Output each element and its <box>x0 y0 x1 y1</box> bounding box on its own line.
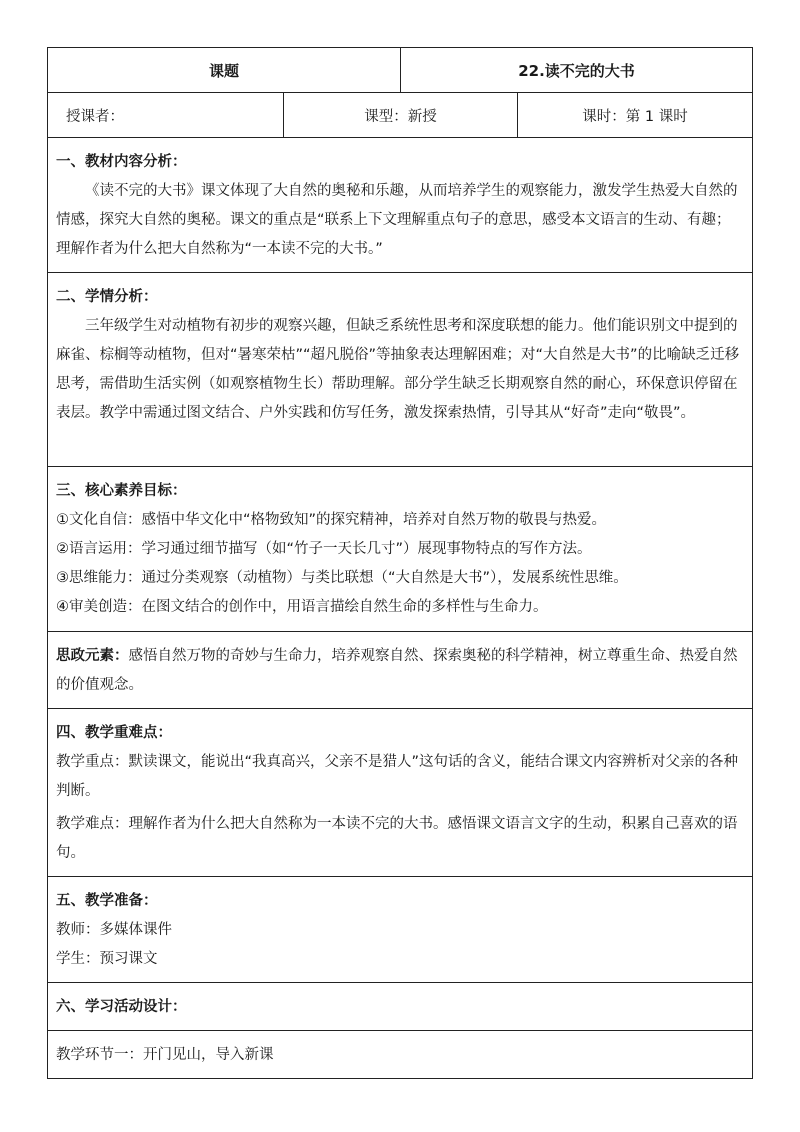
step1-cell <box>48 1031 753 1079</box>
students-cell <box>48 273 753 467</box>
activities-row <box>48 983 753 1031</box>
lesson-plan-page <box>47 47 752 1079</box>
lesson-time: 课时：第 1 课时 <box>582 108 688 125</box>
materials-heading: 一、教材内容分析： <box>56 154 187 170</box>
students-row <box>48 273 753 467</box>
lesson-plan-table <box>47 47 753 1079</box>
step1-row <box>48 1031 753 1079</box>
lesson-time-cell <box>518 93 753 138</box>
preparation-student: 学生：预习课文 <box>56 951 158 967</box>
teacher-cell <box>48 93 284 138</box>
subject-value-cell <box>401 48 753 93</box>
subject-label-cell <box>48 48 401 93</box>
ideology-row <box>48 632 753 709</box>
lesson-type: 课型：新授 <box>364 108 437 125</box>
header-row <box>48 48 753 93</box>
ideology-label: 思政元素： <box>56 648 129 664</box>
subject-value: 22.读不完的大书 <box>518 61 635 80</box>
meta-row <box>48 93 753 138</box>
preparation-heading: 五、教学准备： <box>56 893 158 909</box>
step1-text: 教学环节一：开门见山，导入新课 <box>56 1047 274 1063</box>
ideology-body: 感悟自然万物的奇妙与生命力，培养观察自然、探索奥秘的科学精神，树立尊重生命、热爱自然的价值观念。 <box>56 648 738 693</box>
key-points-heading: 四、教学重难点： <box>56 725 172 741</box>
goal-item: ③思维能力：通过分类观察（动植物）与类比联想（“大自然是大书”），发展系统性思维。 <box>56 570 628 586</box>
goals-heading: 三、核心素养目标： <box>56 483 187 499</box>
students-heading: 二、学情分析： <box>56 289 158 305</box>
materials-cell <box>48 138 753 273</box>
key-points-row <box>48 709 753 877</box>
preparation-cell <box>48 877 753 983</box>
preparation-teacher: 教师：多媒体课件 <box>56 922 172 938</box>
students-body: 三年级学生对动植物有初步的观察兴趣，但缺乏系统性思考和深度联想的能力。他们能识别文中提到的麻雀、棕榈等动植物，但对“暑寒荣枯”“超凡脱俗”等抽象表达理解困难；对“大自然是大书”的比喻缺乏迁移思考，需借助生活实例（如观察植物生长）帮助理解。部分学生缺乏长期观察自然的耐心，环保意识停留在表层。教学中需通过图文结合、户外实践和仿写任务，激发探索热情，引导其从“好奇”走向“敬畏”。 <box>56 318 740 421</box>
key-points-cell <box>48 709 753 877</box>
key-point-text: 教学重点：默读课文，能说出“我真高兴，父亲不是猎人”这句话的含义，能结合课文内容辨析对父亲的各种判断。 <box>56 754 739 799</box>
materials-row <box>48 138 753 273</box>
activities-cell <box>48 983 753 1031</box>
activities-heading: 六、学习活动设计： <box>56 999 187 1015</box>
subject-label: 课题 <box>209 61 240 80</box>
preparation-row <box>48 877 753 983</box>
materials-body: 《读不完的大书》课文体现了大自然的奥秘和乐趣，从而培养学生的观察能力，激发学生热爱大自然的情感，探究大自然的奥秘。课文的重点是“联系上下文理解重点句子的意思，感受本文语言的生动、有趣；理解作者为什么把大自然称为“一本读不完的大书。” <box>56 183 738 257</box>
teacher-label: 授课者： <box>66 108 124 125</box>
goal-item: ④审美创造：在图文结合的创作中，用语言描绘自然生命的多样性与生命力。 <box>56 599 548 615</box>
difficult-point-text: 教学难点：理解作者为什么把大自然称为一本读不完的大书。感悟课文语言文字的生动，积累自己喜欢的语句。 <box>56 816 738 861</box>
lesson-type-cell <box>284 93 518 138</box>
goal-item: ①文化自信：感悟中华文化中“格物致知”的探究精神，培养对自然万物的敬畏与热爱。 <box>56 512 607 528</box>
goals-cell <box>48 467 753 632</box>
goals-row <box>48 467 753 632</box>
ideology-cell <box>48 632 753 709</box>
goal-item: ②语言运用：学习通过细节描写（如“竹子一天长几寸”）展现事物特点的写作方法。 <box>56 541 592 557</box>
